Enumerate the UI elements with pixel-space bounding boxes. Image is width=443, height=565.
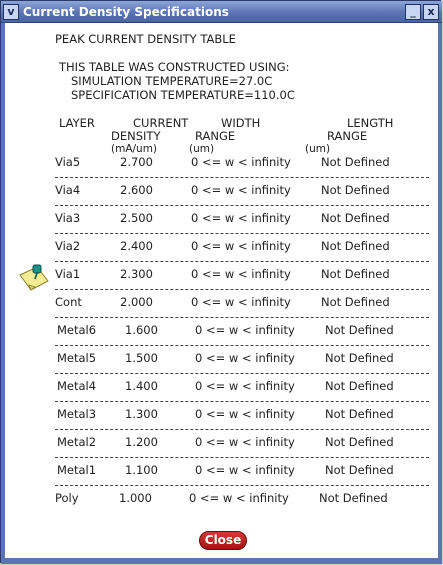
row-width-range: 0 <= w < infinity <box>191 267 291 281</box>
row-divider <box>55 401 429 402</box>
row-length-range: Not Defined <box>325 435 394 449</box>
density-unit: (mA/um) <box>111 143 158 155</box>
row-width-range: 0 <= w < infinity <box>195 407 295 421</box>
row-length-range: Not Defined <box>325 463 394 477</box>
row-density: 2.600 <box>120 183 153 197</box>
row-density: 2.400 <box>120 239 153 253</box>
specification-temperature: SPECIFICATION TEMPERATURE=110.0C <box>71 88 295 102</box>
row-width-range: 0 <= w < infinity <box>191 155 291 169</box>
column-header-current: CURRENT <box>133 116 189 130</box>
row-divider <box>55 233 429 234</box>
row-density: 2.000 <box>120 295 153 309</box>
row-divider <box>55 457 429 458</box>
row-density: 1.200 <box>125 435 158 449</box>
row-divider <box>55 429 429 430</box>
row-length-range: Not Defined <box>321 267 390 281</box>
column-header-length-range: RANGE <box>327 129 368 143</box>
row-length-range: Not Defined <box>321 239 390 253</box>
row-layer: Via1 <box>55 267 81 281</box>
width-unit: (um) <box>189 143 215 155</box>
row-layer: Via3 <box>55 211 81 225</box>
row-length-range: Not Defined <box>325 351 394 365</box>
simulation-temperature: SIMULATION TEMPERATURE=27.0C <box>71 74 273 88</box>
row-density: 1.000 <box>119 491 152 505</box>
row-density: 1.400 <box>125 379 158 393</box>
column-header-layer: LAYER <box>59 116 95 130</box>
row-length-range: Not Defined <box>321 295 390 309</box>
window-menu-button[interactable] <box>3 4 19 20</box>
row-divider <box>55 205 429 206</box>
column-header-width: WIDTH <box>221 116 261 130</box>
row-width-range: 0 <= w < infinity <box>191 295 291 309</box>
row-length-range: Not Defined <box>325 379 394 393</box>
row-density: 2.300 <box>120 267 153 281</box>
row-density: 1.100 <box>125 463 158 477</box>
row-length-range: Not Defined <box>321 155 390 169</box>
row-divider <box>55 289 429 290</box>
row-divider <box>55 261 429 262</box>
row-length-range: Not Defined <box>321 211 390 225</box>
row-layer: Metal1 <box>57 463 97 477</box>
row-density: 1.600 <box>125 323 158 337</box>
row-length-range: Not Defined <box>325 323 394 337</box>
row-length-range: Not Defined <box>325 407 394 421</box>
row-width-range: 0 <= w < infinity <box>195 323 295 337</box>
row-layer: Poly <box>55 491 79 505</box>
row-density: 1.300 <box>125 407 158 421</box>
window-frame-bottom <box>1 558 442 564</box>
row-width-range: 0 <= w < infinity <box>191 239 291 253</box>
row-width-range: 0 <= w < infinity <box>195 351 295 365</box>
row-divider <box>55 317 429 318</box>
row-width-range: 0 <= w < infinity <box>195 463 295 477</box>
title-bar[interactable] <box>1 1 442 23</box>
close-button[interactable]: Close <box>199 531 247 550</box>
table-heading: PEAK CURRENT DENSITY TABLE <box>55 32 236 46</box>
constructed-label: THIS TABLE WAS CONSTRUCTED USING: <box>59 60 290 74</box>
row-divider <box>55 177 429 178</box>
column-header-density: DENSITY <box>111 129 161 143</box>
window-title: Current Density Specifications <box>23 5 229 19</box>
row-layer: Cont <box>55 295 82 309</box>
window-close-button[interactable] <box>423 4 439 20</box>
row-layer: Via2 <box>55 239 81 253</box>
close-icon: x <box>427 5 435 18</box>
sticky-note-icon <box>17 259 51 293</box>
row-divider <box>55 373 429 374</box>
row-length-range: Not Defined <box>321 183 390 197</box>
minimize-icon: _ <box>410 5 416 18</box>
row-layer: Via5 <box>55 155 81 169</box>
row-layer: Metal3 <box>57 407 97 421</box>
row-layer: Via4 <box>55 183 81 197</box>
row-layer: Metal6 <box>57 323 97 337</box>
row-length-range: Not Defined <box>319 491 388 505</box>
column-header-length: LENGTH <box>347 116 394 130</box>
row-layer: Metal5 <box>57 351 97 365</box>
row-density: 2.500 <box>120 211 153 225</box>
chevron-down-icon: v <box>7 5 15 18</box>
column-header-width-range: RANGE <box>195 129 236 143</box>
row-layer: Metal4 <box>57 379 97 393</box>
row-width-range: 0 <= w < infinity <box>191 211 291 225</box>
row-divider <box>55 485 429 486</box>
row-divider <box>55 345 429 346</box>
row-layer: Metal2 <box>57 435 97 449</box>
dialog-content <box>5 23 438 558</box>
row-width-range: 0 <= w < infinity <box>195 435 295 449</box>
row-width-range: 0 <= w < infinity <box>191 183 291 197</box>
minimize-button[interactable] <box>405 4 421 20</box>
row-density: 1.500 <box>125 351 158 365</box>
window-frame-right <box>438 23 442 564</box>
row-density: 2.700 <box>120 155 153 169</box>
row-width-range: 0 <= w < infinity <box>189 491 289 505</box>
length-unit: (um) <box>305 143 331 155</box>
row-width-range: 0 <= w < infinity <box>195 379 295 393</box>
